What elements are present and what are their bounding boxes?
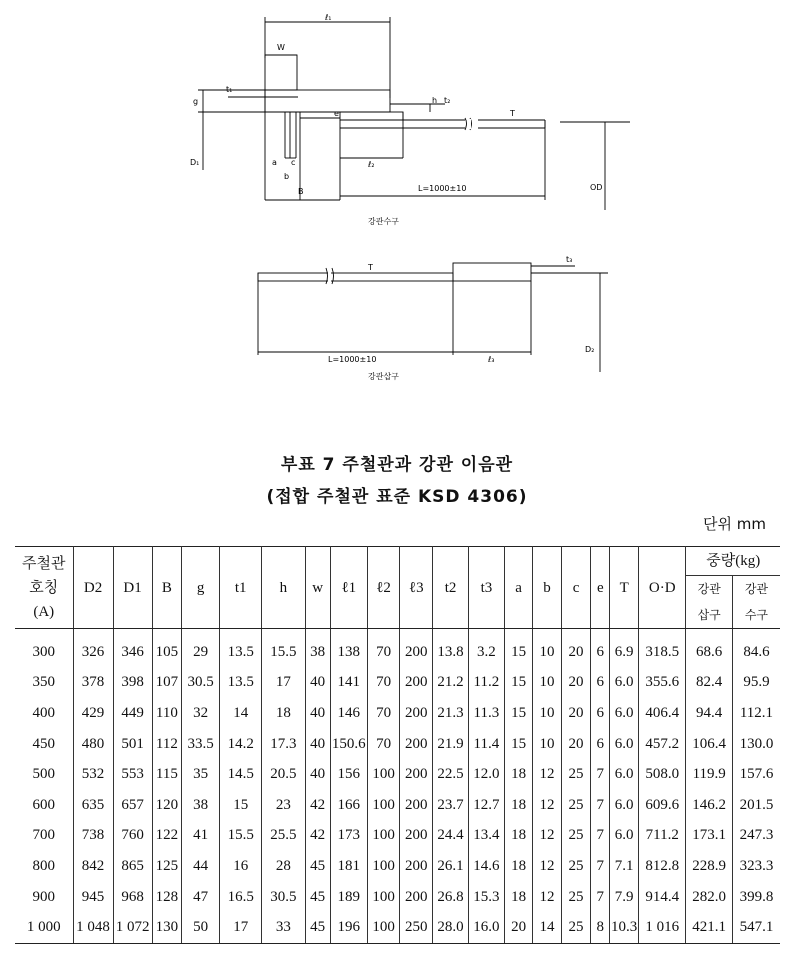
table-cell: 40 (305, 698, 330, 729)
table-row (15, 668, 780, 699)
header-nominal-line3: (A) (33, 603, 55, 620)
table-cell: 18 (504, 759, 532, 790)
table-cell: 200 (400, 698, 433, 729)
table-cell: 3.2 (468, 629, 504, 668)
table-cell: 1 072 (113, 912, 152, 943)
dimension-table (15, 546, 780, 944)
label-c: c (291, 158, 296, 167)
table-cell: 70 (367, 729, 400, 760)
table-cell: 914.4 (639, 882, 686, 913)
table-cell: 100 (367, 759, 400, 790)
header-nominal-line2: 호칭 (29, 579, 59, 596)
table-cell: 6 (591, 668, 610, 699)
table-cell: 8 (591, 912, 610, 943)
table-cell: 100 (367, 851, 400, 882)
header-weight-spigot-line2: 삽구 (697, 608, 721, 622)
nominal-size-cell: 1 000 (15, 912, 73, 943)
label-T-bottom: T (368, 263, 373, 272)
table-cell: 501 (113, 729, 152, 760)
table-cell: 18 (262, 698, 305, 729)
table-cell: 112.1 (732, 698, 780, 729)
table-cell: 17 (220, 912, 262, 943)
table-cell: 110 (152, 698, 182, 729)
header-col: t2 (433, 547, 469, 629)
table-cell: 130 (152, 912, 182, 943)
header-weight-spigot-line1: 강관 (697, 582, 721, 596)
table-cell: 6.9 (610, 629, 639, 668)
table-cell: 29 (182, 629, 220, 668)
label-D2: D₂ (585, 345, 595, 354)
table-cell: 45 (305, 882, 330, 913)
table-cell: 68.6 (686, 629, 732, 668)
header-col: a (504, 547, 532, 629)
table-cell: 6.0 (610, 759, 639, 790)
table-cell: 12.0 (468, 759, 504, 790)
table-row (15, 698, 780, 729)
table-cell: 17 (262, 668, 305, 699)
label-t3: t₃ (566, 255, 573, 264)
table-cell: 23 (262, 790, 305, 821)
table-cell: 326 (73, 629, 113, 668)
table-cell: 13.5 (220, 629, 262, 668)
table-cell: 11.3 (468, 698, 504, 729)
label-L-top: L=1000±10 (418, 184, 467, 193)
table-cell: 42 (305, 821, 330, 852)
table-cell: 138 (330, 629, 367, 668)
table-cell: 6.0 (610, 698, 639, 729)
table-cell: 15.5 (262, 629, 305, 668)
header-col: h (262, 547, 305, 629)
table-cell: 200 (400, 759, 433, 790)
table-cell: 711.2 (639, 821, 686, 852)
table-cell: 6 (591, 729, 610, 760)
header-col: B (152, 547, 182, 629)
table-cell: 200 (400, 882, 433, 913)
table-cell: 25 (561, 882, 591, 913)
table-cell: 7 (591, 851, 610, 882)
table-cell: 200 (400, 668, 433, 699)
table-cell: 40 (305, 759, 330, 790)
table-cell: 120 (152, 790, 182, 821)
table-cell: 146 (330, 698, 367, 729)
table-cell: 94.4 (686, 698, 732, 729)
table-row (15, 882, 780, 913)
table-cell: 20 (561, 698, 591, 729)
table-cell: 106.4 (686, 729, 732, 760)
header-col: D2 (73, 547, 113, 629)
nominal-size-cell: 300 (32, 643, 55, 660)
table-cell: 201.5 (732, 790, 780, 821)
table-cell: 738 (73, 821, 113, 852)
table-cell: 228.9 (686, 851, 732, 882)
label-B: B (298, 187, 304, 196)
label-l3: ℓ₃ (488, 355, 495, 364)
table-cell: 200 (400, 821, 433, 852)
label-g: g (193, 97, 199, 106)
table-cell: 157.6 (732, 759, 780, 790)
table-cell: 18 (504, 821, 532, 852)
header-col: b (533, 547, 561, 629)
table-cell: 112 (152, 729, 182, 760)
table-cell: 480 (73, 729, 113, 760)
table-cell: 15 (504, 629, 532, 668)
table-cell: 95.9 (732, 668, 780, 699)
table-cell: 23.7 (433, 790, 469, 821)
table-cell: 6.0 (610, 790, 639, 821)
table-cell: 323.3 (732, 851, 780, 882)
table-cell: 10 (533, 629, 561, 668)
nominal-size-cell: 700 (32, 827, 55, 844)
header-col: D1 (113, 547, 152, 629)
table-cell: 200 (400, 790, 433, 821)
header-nominal (15, 547, 73, 629)
table-cell: 18 (504, 790, 532, 821)
table-cell: 40 (305, 668, 330, 699)
table-cell: 15 (504, 698, 532, 729)
table-cell: 250 (400, 912, 433, 943)
table-cell: 100 (367, 790, 400, 821)
table-cell: 25 (561, 790, 591, 821)
table-cell: 13.5 (220, 668, 262, 699)
table-cell: 12.7 (468, 790, 504, 821)
table-cell: 200 (400, 729, 433, 760)
header-col: c (561, 547, 591, 629)
table-cell: 25 (561, 821, 591, 852)
label-T: T (510, 109, 515, 118)
table-cell: 38 (182, 790, 220, 821)
table-cell: 44 (182, 851, 220, 882)
table-cell: 84.6 (732, 629, 780, 668)
table-cell: 10 (533, 729, 561, 760)
table-cell: 282.0 (686, 882, 732, 913)
table-cell: 25 (561, 759, 591, 790)
table-cell: 945 (73, 882, 113, 913)
table-cell: 128 (152, 882, 182, 913)
table-cell: 7 (591, 821, 610, 852)
table-cell: 7.1 (610, 851, 639, 882)
table-cell: 130.0 (732, 729, 780, 760)
table-cell: 6.0 (610, 668, 639, 699)
table-title: 부표 7 주철관과 강관 이음관 (280, 455, 514, 475)
nominal-size-cell: 600 (32, 796, 55, 813)
label-b: b (284, 172, 290, 181)
table-cell: 10 (533, 668, 561, 699)
table-cell: 16.0 (468, 912, 504, 943)
header-weight-group: 중량(kg) (686, 547, 780, 576)
table-cell: 181 (330, 851, 367, 882)
table-cell: 20 (561, 629, 591, 668)
table-cell: 20.5 (262, 759, 305, 790)
table-cell: 968 (113, 882, 152, 913)
nominal-size-cell: 800 (32, 857, 55, 874)
table-cell: 1 016 (639, 912, 686, 943)
pipe-joint-drawing (0, 0, 794, 440)
table-cell: 13.8 (433, 629, 469, 668)
header-nominal-line1: 주철관 (22, 555, 66, 572)
table-cell: 318.5 (639, 629, 686, 668)
table-cell: 100 (367, 882, 400, 913)
table-cell: 200 (400, 629, 433, 668)
table-cell: 421.1 (686, 912, 732, 943)
table-row (15, 790, 780, 821)
label-a: a (272, 158, 277, 167)
table-cell: 173 (330, 821, 367, 852)
table-cell: 41 (182, 821, 220, 852)
table-cell: 146.2 (686, 790, 732, 821)
table-cell: 7 (591, 790, 610, 821)
table-cell: 11.2 (468, 668, 504, 699)
table-cell: 14.2 (220, 729, 262, 760)
table-cell: 107 (152, 668, 182, 699)
table-cell: 547.1 (732, 912, 780, 943)
table-cell: 42 (305, 790, 330, 821)
table-cell: 22.5 (433, 759, 469, 790)
table-cell: 355.6 (639, 668, 686, 699)
table-cell: 47 (182, 882, 220, 913)
table-cell: 30.5 (262, 882, 305, 913)
label-e: e (334, 109, 339, 118)
table-cell: 14.5 (220, 759, 262, 790)
label-t1: t₁ (226, 85, 233, 94)
nominal-size-cell: 450 (32, 735, 55, 752)
caption-spigot: 강관삽구 (368, 372, 399, 381)
nominal-size-cell: 900 (32, 888, 55, 905)
table-cell: 70 (367, 629, 400, 668)
table-cell: 14.6 (468, 851, 504, 882)
table-cell: 20 (561, 729, 591, 760)
table-cell: 10.3 (610, 912, 639, 943)
table-cell: 35 (182, 759, 220, 790)
table-cell: 6.0 (610, 729, 639, 760)
nominal-size-cell: 500 (32, 766, 55, 783)
header-col: t3 (468, 547, 504, 629)
table-cell: 21.3 (433, 698, 469, 729)
table-cell: 11.4 (468, 729, 504, 760)
caption-socket: 강관수구 (368, 217, 399, 226)
header-weight-spigot (686, 576, 732, 629)
table-cell: 25 (561, 912, 591, 943)
table-cell: 21.2 (433, 668, 469, 699)
table-row (15, 851, 780, 882)
table-row (15, 729, 780, 760)
header-col: t1 (220, 547, 262, 629)
label-h: h (432, 96, 438, 105)
table-cell: 100 (367, 821, 400, 852)
table-cell: 16.5 (220, 882, 262, 913)
table-cell: 13.4 (468, 821, 504, 852)
table-cell: 115 (152, 759, 182, 790)
table-cell: 7 (591, 882, 610, 913)
table-cell: 7.9 (610, 882, 639, 913)
label-D1: D₁ (190, 158, 200, 167)
header-weight-socket-line2: 수구 (744, 608, 769, 622)
table-row (15, 821, 780, 852)
table-cell: 33.5 (182, 729, 220, 760)
table-cell: 508.0 (639, 759, 686, 790)
table-cell: 18 (504, 851, 532, 882)
table-row (15, 759, 780, 790)
table-cell: 156 (330, 759, 367, 790)
table-cell: 14 (533, 912, 561, 943)
table-cell: 82.4 (686, 668, 732, 699)
header-weight-socket (732, 576, 780, 629)
table-cell: 553 (113, 759, 152, 790)
table-cell: 50 (182, 912, 220, 943)
table-cell: 150.6 (330, 729, 367, 760)
table-subtitle: (접합 주철관 표준 KSD 4306) (266, 487, 528, 507)
table-cell: 125 (152, 851, 182, 882)
header-weight-socket-line1: 강관 (744, 582, 769, 596)
nominal-size-cell: 350 (32, 674, 55, 691)
table-cell: 15 (504, 668, 532, 699)
table-cell: 173.1 (686, 821, 732, 852)
table-cell: 378 (73, 668, 113, 699)
label-OD: OD (590, 183, 603, 192)
table-cell: 24.4 (433, 821, 469, 852)
table-cell: 247.3 (732, 821, 780, 852)
table-cell: 70 (367, 698, 400, 729)
table-cell: 33 (262, 912, 305, 943)
table-cell: 532 (73, 759, 113, 790)
table-cell: 100 (367, 912, 400, 943)
table-cell: 12 (533, 821, 561, 852)
table-cell: 189 (330, 882, 367, 913)
table-cell: 30.5 (182, 668, 220, 699)
table-cell: 399.8 (732, 882, 780, 913)
header-col: O·D (639, 547, 686, 629)
table-cell: 196 (330, 912, 367, 943)
table-cell: 635 (73, 790, 113, 821)
table-cell: 6 (591, 629, 610, 668)
table-cell: 842 (73, 851, 113, 882)
table-cell: 10 (533, 698, 561, 729)
table-cell: 398 (113, 668, 152, 699)
table-cell: 12 (533, 882, 561, 913)
table-cell: 38 (305, 629, 330, 668)
table-cell: 457.2 (639, 729, 686, 760)
table-cell: 45 (305, 912, 330, 943)
label-l2: ℓ₂ (368, 160, 375, 169)
table-cell: 657 (113, 790, 152, 821)
table-cell: 25 (561, 851, 591, 882)
label-w: W (277, 43, 285, 52)
table-cell: 20 (561, 668, 591, 699)
table-cell: 15 (220, 790, 262, 821)
table-cell: 28.0 (433, 912, 469, 943)
table-cell: 1 048 (73, 912, 113, 943)
table-cell: 122 (152, 821, 182, 852)
table-cell: 429 (73, 698, 113, 729)
table-row (15, 912, 780, 943)
header-col: w (305, 547, 330, 629)
header-col: g (182, 547, 220, 629)
label-L-bottom: L=1000±10 (328, 355, 377, 364)
table-cell: 119.9 (686, 759, 732, 790)
header-col: T (610, 547, 639, 629)
table-cell: 16 (220, 851, 262, 882)
nominal-size-cell: 400 (32, 704, 55, 721)
table-cell: 812.8 (639, 851, 686, 882)
table-cell: 40 (305, 729, 330, 760)
header-col: ℓ1 (330, 547, 367, 629)
table-cell: 45 (305, 851, 330, 882)
header-col: e (591, 547, 610, 629)
table-cell: 15 (504, 729, 532, 760)
table-cell: 141 (330, 668, 367, 699)
table-cell: 20 (504, 912, 532, 943)
table-cell: 200 (400, 851, 433, 882)
table-cell: 26.1 (433, 851, 469, 882)
table-cell: 21.9 (433, 729, 469, 760)
table-cell: 105 (152, 629, 182, 668)
table-cell: 406.4 (639, 698, 686, 729)
label-l1: ℓ₁ (325, 13, 332, 22)
table-cell: 7 (591, 759, 610, 790)
table-cell: 449 (113, 698, 152, 729)
table-cell: 15.3 (468, 882, 504, 913)
header-col: ℓ2 (367, 547, 400, 629)
table-row (15, 629, 780, 668)
table-cell: 15.5 (220, 821, 262, 852)
table-cell: 26.8 (433, 882, 469, 913)
table-cell: 18 (504, 882, 532, 913)
table-cell: 865 (113, 851, 152, 882)
table-cell: 32 (182, 698, 220, 729)
table-cell: 609.6 (639, 790, 686, 821)
table-cell: 70 (367, 668, 400, 699)
table-cell: 346 (113, 629, 152, 668)
table-cell: 17.3 (262, 729, 305, 760)
table-cell: 6 (591, 698, 610, 729)
table-cell: 25.5 (262, 821, 305, 852)
table-cell: 28 (262, 851, 305, 882)
table-cell: 6.0 (610, 821, 639, 852)
header-col: ℓ3 (400, 547, 433, 629)
table-cell: 12 (533, 790, 561, 821)
table-body (15, 629, 780, 944)
table-cell: 760 (113, 821, 152, 852)
table-cell: 12 (533, 759, 561, 790)
table-cell: 14 (220, 698, 262, 729)
unit-label: 단위 mm (703, 515, 766, 533)
table-cell: 12 (533, 851, 561, 882)
label-t2: t₂ (444, 96, 451, 105)
table-cell: 166 (330, 790, 367, 821)
